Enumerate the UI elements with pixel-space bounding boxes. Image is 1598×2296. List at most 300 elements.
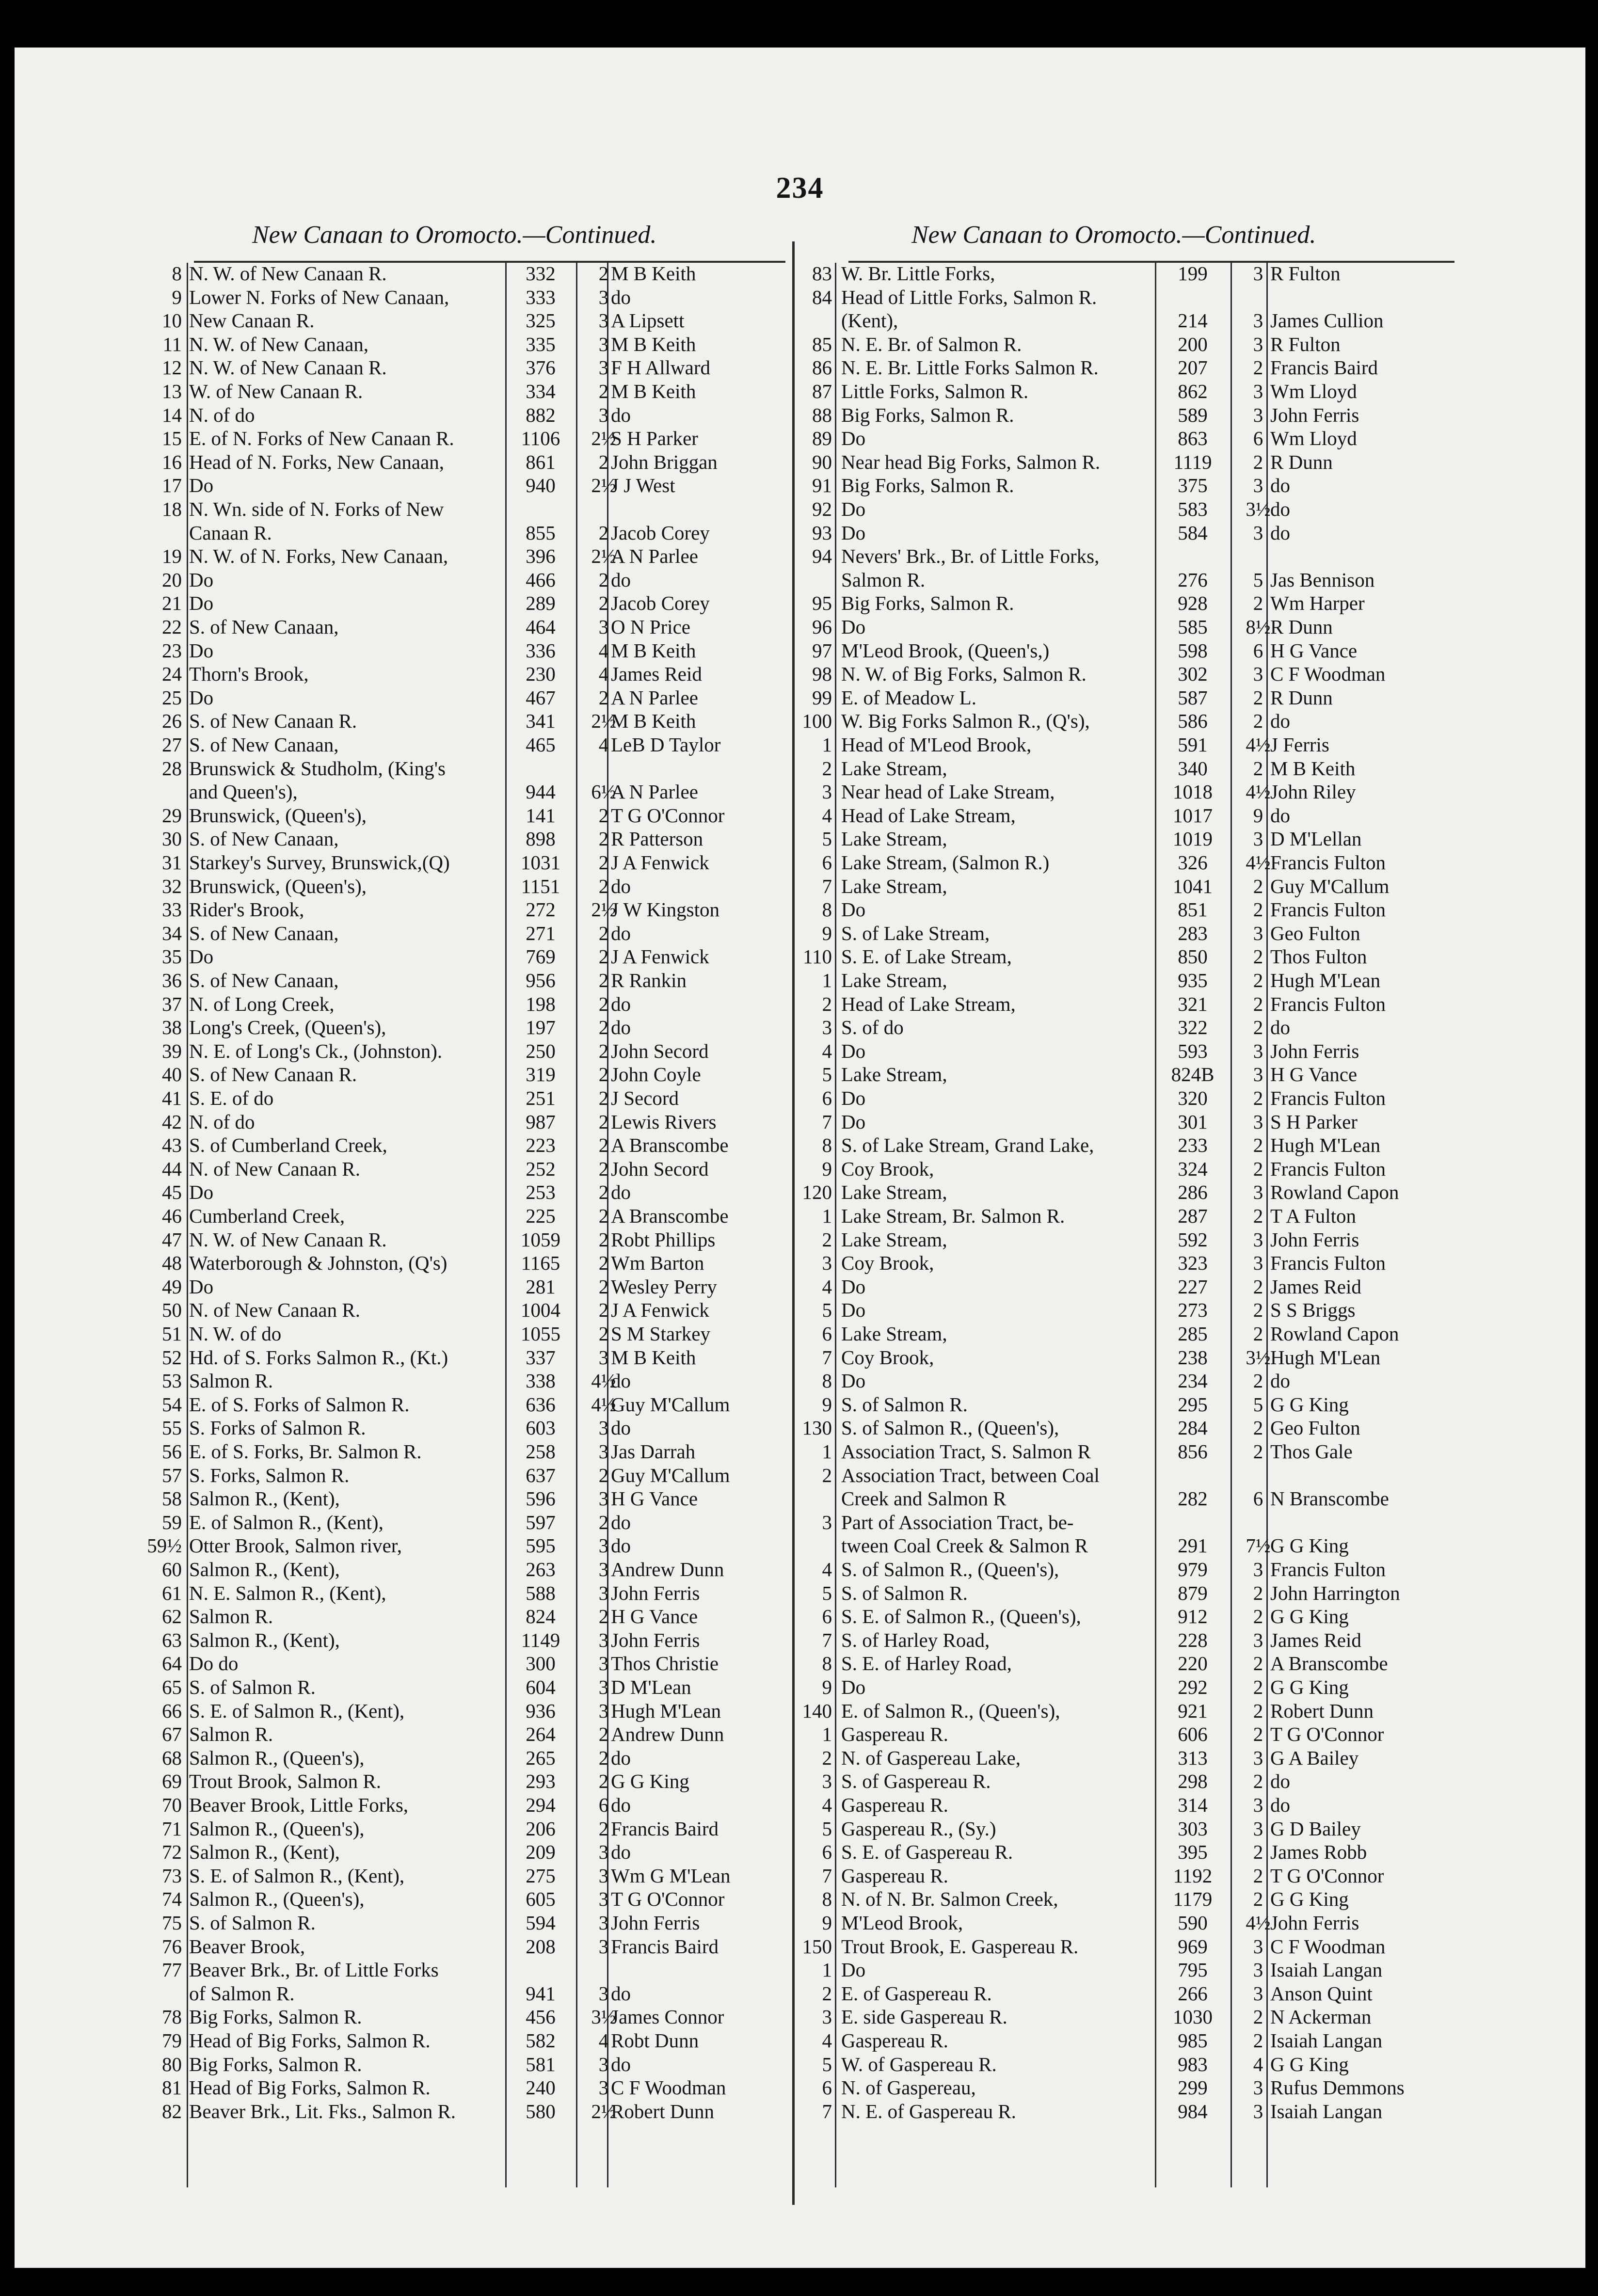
lot-acres: 1031 xyxy=(521,851,560,874)
lot-rate: 2 xyxy=(598,875,609,897)
grantee-name: S S Briggs xyxy=(1270,1299,1356,1322)
lot-number: 44 xyxy=(162,1157,182,1180)
lot-description: S. of do xyxy=(841,1016,904,1039)
lot-acres: 467 xyxy=(526,686,556,709)
lot-rate: 3 xyxy=(598,1440,609,1463)
lot-number: 33 xyxy=(162,898,182,921)
lot-acres: 594 xyxy=(526,1912,556,1934)
lot-acres: 335 xyxy=(526,333,556,355)
lot-description: N. of Gaspereau Lake, xyxy=(841,1746,1021,1769)
lot-acres: 851 xyxy=(1178,898,1208,921)
table-row xyxy=(15,615,1585,638)
grantee-name: Hugh M'Lean xyxy=(1270,1346,1381,1369)
lot-acres: 302 xyxy=(1178,663,1208,686)
lot-number: 86 xyxy=(812,356,832,379)
lot-description: Lower N. Forks of New Canaan, xyxy=(189,286,449,308)
lot-acres: 1055 xyxy=(521,1323,560,1345)
lot-rate: 3 xyxy=(598,1841,609,1864)
grantee-name: do xyxy=(1270,474,1290,497)
grantee-name: Francis Fulton xyxy=(1270,992,1386,1015)
table-row xyxy=(15,1770,1585,1793)
grantee-name: Robt Dunn xyxy=(611,2029,699,2052)
grantee-name: J W Kingston xyxy=(611,898,720,921)
lot-rate: 2 xyxy=(598,1275,609,1298)
table-row xyxy=(15,1605,1585,1628)
table-row xyxy=(15,709,1585,733)
lot-rate: 6 xyxy=(598,1794,609,1816)
lot-description: S. of Gaspereau R. xyxy=(841,1770,991,1793)
lot-acres: 141 xyxy=(526,804,556,827)
lot-number: 18 xyxy=(162,498,182,520)
lot-acres: 581 xyxy=(526,2053,556,2075)
grantee-name: Robert Dunn xyxy=(1270,1699,1374,1722)
lot-description: E. of Gaspereau R. xyxy=(841,1982,992,2005)
grantee-name: J A Fenwick xyxy=(611,945,709,968)
lot-description: and Queen's), xyxy=(189,781,298,803)
lot-description: Head of N. Forks, New Canaan, xyxy=(189,450,445,473)
grantee-name: do xyxy=(611,1746,631,1769)
lot-number: 2 xyxy=(822,1982,832,2005)
lot-number: 4 xyxy=(822,2029,832,2052)
table-row xyxy=(15,662,1585,686)
lot-description: S. of Salmon R. xyxy=(189,1912,316,1934)
table-row xyxy=(15,945,1585,968)
grantee-name: Guy M'Callum xyxy=(611,1464,730,1486)
lot-acres: 264 xyxy=(526,1723,556,1746)
lot-number: 80 xyxy=(162,2053,182,2075)
page xyxy=(15,48,1585,2268)
grantee-name: G A Bailey xyxy=(1270,1746,1359,1769)
lot-rate: 2 xyxy=(1253,2029,1263,2052)
table-row xyxy=(15,380,1585,403)
lot-acres: 396 xyxy=(526,545,556,568)
lot-acres: 456 xyxy=(526,2006,556,2028)
lot-acres: 338 xyxy=(526,1370,556,1392)
lot-number: 41 xyxy=(162,1087,182,1109)
table-row xyxy=(15,1699,1585,1722)
lot-acres: 935 xyxy=(1178,969,1208,991)
grantee-name: D M'Lellan xyxy=(1270,828,1362,850)
grantee-name: J Ferris xyxy=(1270,733,1329,756)
lot-acres: 850 xyxy=(1178,945,1208,968)
lot-acres: 289 xyxy=(526,592,556,615)
lot-number: 5 xyxy=(822,1299,832,1322)
lot-rate: 3 xyxy=(598,356,609,379)
lot-acres: 882 xyxy=(526,403,556,426)
lot-description: S. of New Canaan R. xyxy=(189,710,357,733)
lot-rate: 3 xyxy=(1253,380,1263,402)
grantee-name: Francis Baird xyxy=(611,1817,719,1840)
lot-rate: 2 xyxy=(1253,1370,1263,1392)
lot-description: W. Br. Little Forks, xyxy=(841,262,995,285)
lot-rate: 2½ xyxy=(591,2100,616,2122)
grantee-name: do xyxy=(1270,710,1290,733)
lot-description: Do xyxy=(841,1039,866,1062)
lot-description: Do xyxy=(841,1110,866,1133)
lot-description: Head of Lake Stream, xyxy=(841,992,1016,1015)
lot-acres: 856 xyxy=(1178,1440,1208,1463)
grantee-name: do xyxy=(1270,804,1290,827)
table-row xyxy=(15,1487,1585,1510)
lot-number: 52 xyxy=(162,1346,182,1369)
table-row xyxy=(15,1298,1585,1322)
grantee-name: S H Parker xyxy=(1270,1110,1358,1133)
lot-number: 67 xyxy=(162,1723,182,1746)
grantee-name: do xyxy=(611,1982,631,2005)
lot-rate: 2 xyxy=(598,1157,609,1180)
lot-description: E. side Gaspereau R. xyxy=(841,2006,1007,2028)
grantee-name: James Connor xyxy=(611,2006,724,2028)
lot-description: Coy Brook, xyxy=(841,1157,934,1180)
lot-acres: 337 xyxy=(526,1346,556,1369)
lot-description: Do xyxy=(841,1087,866,1109)
lot-acres: 983 xyxy=(1178,2053,1208,2075)
lot-description: S. of Salmon R., (Queen's), xyxy=(841,1558,1059,1580)
lot-number: 99 xyxy=(812,686,832,709)
lot-number: 54 xyxy=(162,1393,182,1416)
lot-description: E. of Meadow L. xyxy=(841,686,976,709)
lot-number: 91 xyxy=(812,474,832,497)
lot-acres: 1192 xyxy=(1173,1864,1213,1887)
lot-acres: 294 xyxy=(526,1794,556,1816)
lot-number: 27 xyxy=(162,733,182,756)
lot-number: 10 xyxy=(162,309,182,332)
lot-rate: 2 xyxy=(598,1723,609,1746)
lot-rate: 2 xyxy=(598,686,609,709)
table-row xyxy=(15,403,1585,427)
lot-acres: 593 xyxy=(1178,1039,1208,1062)
lot-number: 98 xyxy=(812,663,832,686)
lot-description: of Salmon R. xyxy=(189,1982,295,2005)
lot-number: 70 xyxy=(162,1794,182,1816)
table-row xyxy=(15,1157,1585,1180)
lot-acres: 824 xyxy=(526,1605,556,1628)
lot-description: S. of New Canaan, xyxy=(189,828,339,850)
lot-number: 5 xyxy=(822,2053,832,2075)
lot-acres: 1041 xyxy=(1173,875,1213,897)
grantee-name: John Ferris xyxy=(1270,1039,1359,1062)
grantee-name: Francis Baird xyxy=(1270,356,1378,379)
grantee-name: James Reid xyxy=(1270,1275,1361,1298)
lot-rate: 7½ xyxy=(1246,1534,1271,1557)
lot-rate: 3 xyxy=(1253,2100,1263,2122)
lot-number: 8 xyxy=(822,1652,832,1675)
table-row xyxy=(15,969,1585,992)
lot-acres: 336 xyxy=(526,639,556,662)
lot-rate: 2 xyxy=(598,828,609,850)
grantee-name: Hugh M'Lean xyxy=(611,1699,721,1722)
lot-description: Do xyxy=(189,686,214,709)
table-row xyxy=(15,1393,1585,1416)
lot-acres: 209 xyxy=(526,1841,556,1864)
lot-rate: 4½ xyxy=(591,1370,616,1392)
lot-number: 53 xyxy=(162,1370,182,1392)
lot-acres: 227 xyxy=(1178,1275,1208,1298)
lot-rate: 3 xyxy=(1253,1558,1263,1580)
lot-rate: 3 xyxy=(598,1534,609,1557)
lot-description: Beaver Brook, Little Forks, xyxy=(189,1794,409,1816)
lot-acres: 769 xyxy=(526,945,556,968)
lot-acres: 591 xyxy=(1178,733,1208,756)
lot-number: 40 xyxy=(162,1063,182,1086)
lot-number: 110 xyxy=(803,945,832,968)
grantee-name: John Ferris xyxy=(1270,1228,1359,1251)
lot-description: Lake Stream, xyxy=(841,1228,947,1251)
grantee-name: John Riley xyxy=(1270,781,1356,803)
grantee-name: R Dunn xyxy=(1270,450,1333,473)
lot-description: S. E. of do xyxy=(189,1087,274,1109)
lot-acres: 265 xyxy=(526,1746,556,1769)
lot-number: 1 xyxy=(822,1959,832,1981)
lot-acres: 1059 xyxy=(521,1228,560,1251)
grantee-name: Hugh M'Lean xyxy=(1270,969,1381,991)
lot-acres: 199 xyxy=(1178,262,1208,285)
lot-description: Head of Lake Stream, xyxy=(841,804,1016,827)
lot-description: (Kent), xyxy=(841,309,898,332)
lot-rate: 2 xyxy=(1253,1605,1263,1628)
grantee-name: Francis Fulton xyxy=(1270,898,1386,921)
lot-number: 7 xyxy=(822,2100,832,2122)
table-row xyxy=(15,1346,1585,1369)
grantee-name: James Reid xyxy=(1270,1628,1361,1651)
lot-acres: 323 xyxy=(1178,1252,1208,1275)
grantee-name: Guy M'Callum xyxy=(1270,875,1390,897)
lot-rate: 2 xyxy=(1253,1440,1263,1463)
grantee-name: James Reid xyxy=(611,663,702,686)
lot-number: 1 xyxy=(822,1205,832,1227)
lot-rate: 2 xyxy=(1253,1581,1263,1604)
lot-description: Salmon R. xyxy=(189,1370,273,1392)
lot-acres: 197 xyxy=(526,1016,556,1039)
table-row xyxy=(15,1063,1585,1086)
lot-rate: 3 xyxy=(1253,521,1263,544)
lot-acres: 220 xyxy=(1178,1652,1208,1675)
grantee-name: Francis Fulton xyxy=(1270,1252,1386,1275)
lot-description: N. of do xyxy=(189,403,255,426)
table-row xyxy=(15,1322,1585,1345)
lot-number: 17 xyxy=(162,474,182,497)
lot-number: 8 xyxy=(172,262,182,285)
lot-acres: 285 xyxy=(1178,1323,1208,1345)
grantee-name: Robert Dunn xyxy=(611,2100,714,2122)
lot-rate: 2 xyxy=(1253,898,1263,921)
grantee-name: Anson Quint xyxy=(1270,1982,1373,2005)
grantee-name: Thos Christie xyxy=(611,1652,719,1675)
lot-description: Do xyxy=(841,898,866,921)
table-row xyxy=(15,804,1585,827)
table-row xyxy=(15,1180,1585,1204)
grantee-name: do xyxy=(1270,1794,1290,1816)
lot-description: W. Big Forks Salmon R., (Q's), xyxy=(841,710,1090,733)
lot-description: Salmon R. xyxy=(189,1723,273,1746)
lot-rate: 2 xyxy=(1253,992,1263,1015)
table-row xyxy=(15,2100,1585,2123)
lot-description: Big Forks, Salmon R. xyxy=(189,2053,362,2075)
lot-rate: 2 xyxy=(1253,1323,1263,1345)
lot-description: Lake Stream, xyxy=(841,1181,947,1204)
lot-number: 62 xyxy=(162,1605,182,1628)
lot-number: 46 xyxy=(162,1205,182,1227)
lot-rate: 2 xyxy=(598,1039,609,1062)
lot-description: Creek and Salmon R xyxy=(841,1487,1007,1510)
lot-number: 23 xyxy=(162,639,182,662)
table-row xyxy=(15,1251,1585,1275)
lot-number: 78 xyxy=(162,2006,182,2028)
lot-acres: 271 xyxy=(526,922,556,944)
lot-description: Coy Brook, xyxy=(841,1346,934,1369)
lot-rate: 3 xyxy=(598,1864,609,1887)
lot-description: Lake Stream, (Salmon R.) xyxy=(841,851,1050,874)
lot-description: Waterborough & Johnston, (Q's) xyxy=(189,1252,447,1275)
table-row xyxy=(15,521,1585,544)
lot-description: N. E. of Long's Ck., (Johnston). xyxy=(189,1039,443,1062)
lot-rate: 2 xyxy=(598,1252,609,1275)
lot-acres: 198 xyxy=(526,992,556,1015)
lot-description: S. of New Canaan, xyxy=(189,733,339,756)
lot-number: 95 xyxy=(812,592,832,615)
lot-acres: 1017 xyxy=(1173,804,1213,827)
grantee-name: A Branscombe xyxy=(611,1205,729,1227)
lot-acres: 879 xyxy=(1178,1581,1208,1604)
lot-rate: 8½ xyxy=(1246,616,1271,638)
grantee-name: M B Keith xyxy=(611,333,696,355)
table-row xyxy=(15,1133,1585,1157)
lot-description: Beaver Brook, xyxy=(189,1935,305,1958)
lot-number: 21 xyxy=(162,592,182,615)
grantee-name: T G O'Connor xyxy=(611,1888,725,1911)
lot-acres: 340 xyxy=(1178,757,1208,780)
lot-description: Hd. of S. Forks Salmon R., (Kt.) xyxy=(189,1346,448,1369)
lot-acres: 1151 xyxy=(521,875,560,897)
lot-description: S. E. of Salmon R., (Queen's), xyxy=(841,1605,1081,1628)
lot-description: S. of Lake Stream, Grand Lake, xyxy=(841,1134,1094,1157)
grantee-name: Andrew Dunn xyxy=(611,1723,724,1746)
lot-number: 59½ xyxy=(147,1534,182,1557)
lot-rate: 3½ xyxy=(591,2006,616,2028)
lot-acres: 597 xyxy=(526,1511,556,1533)
lot-acres: 293 xyxy=(526,1770,556,1793)
lot-number: 8 xyxy=(822,898,832,921)
lot-number: 55 xyxy=(162,1417,182,1439)
lot-number: 1 xyxy=(822,1723,832,1746)
lot-acres: 334 xyxy=(526,380,556,402)
table-row xyxy=(15,2029,1585,2052)
grantee-name: A N Parlee xyxy=(611,545,698,568)
lot-number: 65 xyxy=(162,1676,182,1698)
grantee-name: John Ferris xyxy=(1270,403,1359,426)
lot-rate: 3 xyxy=(1253,1039,1263,1062)
lot-description: Thorn's Brook, xyxy=(189,663,309,686)
lot-acres: 314 xyxy=(1178,1794,1208,1816)
grantee-name: M B Keith xyxy=(611,262,696,285)
grantee-name: R Dunn xyxy=(1270,686,1333,709)
page-number: 234 xyxy=(776,172,824,205)
table-row xyxy=(15,2005,1585,2028)
lot-number: 20 xyxy=(162,568,182,591)
lot-rate: 3 xyxy=(1253,1063,1263,1086)
lot-number: 5 xyxy=(822,828,832,850)
grantee-name: J A Fenwick xyxy=(611,1299,709,1322)
grantee-name: Wm G M'Lean xyxy=(611,1864,731,1887)
lot-rate: 2 xyxy=(598,945,609,968)
lot-number: 59 xyxy=(162,1511,182,1533)
lot-acres: 252 xyxy=(526,1157,556,1180)
grantee-name: John Briggan xyxy=(611,450,718,473)
lot-acres: 275 xyxy=(526,1864,556,1887)
lot-description: S. E. of Salmon R., (Kent), xyxy=(189,1699,405,1722)
grantee-name: John Ferris xyxy=(611,1912,700,1934)
lot-acres: 855 xyxy=(526,521,556,544)
table-row xyxy=(15,992,1585,1016)
lot-rate: 2 xyxy=(1253,1864,1263,1887)
lot-number: 6 xyxy=(822,851,832,874)
table-row xyxy=(15,1110,1585,1133)
lot-number: 3 xyxy=(822,1770,832,1793)
lot-number: 4 xyxy=(822,1794,832,1816)
lot-number: 6 xyxy=(822,1087,832,1109)
lot-rate: 2 xyxy=(1253,1157,1263,1180)
lot-rate: 2 xyxy=(1253,945,1263,968)
grantee-name: John Ferris xyxy=(1270,1912,1359,1934)
lot-acres: 941 xyxy=(526,1982,556,2005)
lot-rate: 3 xyxy=(598,2053,609,2075)
lot-rate: 3 xyxy=(598,333,609,355)
lot-number: 83 xyxy=(812,262,832,285)
lot-number: 7 xyxy=(822,1864,832,1887)
grantee-name: do xyxy=(611,2053,631,2075)
lot-rate: 3 xyxy=(598,1982,609,2005)
lot-description: S. Forks, Salmon R. xyxy=(189,1464,350,1486)
grantee-name: R Fulton xyxy=(1270,333,1341,355)
grantee-name: Thos Gale xyxy=(1270,1440,1353,1463)
lot-description: Salmon R., (Kent), xyxy=(189,1558,340,1580)
lot-description: S. of Salmon R. xyxy=(189,1676,316,1698)
lot-rate: 2 xyxy=(1253,1770,1263,1793)
table-row xyxy=(15,1675,1585,1699)
lot-acres: 928 xyxy=(1178,592,1208,615)
lot-description: Coy Brook, xyxy=(841,1252,934,1275)
lot-acres: 956 xyxy=(526,969,556,991)
lot-acres: 251 xyxy=(526,1087,556,1109)
lot-description: Do xyxy=(189,592,214,615)
lot-acres: 301 xyxy=(1178,1110,1208,1133)
lot-acres: 333 xyxy=(526,286,556,308)
lot-number: 32 xyxy=(162,875,182,897)
table-row xyxy=(15,1652,1585,1675)
grantee-name: G D Bailey xyxy=(1270,1817,1361,1840)
lot-number: 12 xyxy=(162,356,182,379)
lot-number: 3 xyxy=(822,1511,832,1533)
lot-number: 6 xyxy=(822,1323,832,1345)
lot-description: Do do xyxy=(189,1652,239,1675)
grantee-name: James Cullion xyxy=(1270,309,1384,332)
lot-rate: 5 xyxy=(1253,1393,1263,1416)
lot-description: S. E. of Lake Stream, xyxy=(841,945,1012,968)
grantee-name: Francis Baird xyxy=(611,1935,719,1958)
grantee-name: James Robb xyxy=(1270,1841,1367,1864)
lot-description: N. E. of Gaspereau R. xyxy=(841,2100,1016,2122)
grantee-name: Wm Lloyd xyxy=(1270,380,1357,402)
lot-rate: 2 xyxy=(1253,1417,1263,1439)
grantee-name: Jas Darrah xyxy=(611,1440,696,1463)
lot-acres: 637 xyxy=(526,1464,556,1486)
lot-rate: 3 xyxy=(1253,1982,1263,2005)
grantee-name: do xyxy=(1270,1016,1290,1039)
grantee-name: Isaiah Langan xyxy=(1270,2029,1383,2052)
grantee-name: Rowland Capon xyxy=(1270,1181,1399,1204)
lot-rate: 6 xyxy=(1253,427,1263,450)
grantee-name: do xyxy=(611,875,631,897)
